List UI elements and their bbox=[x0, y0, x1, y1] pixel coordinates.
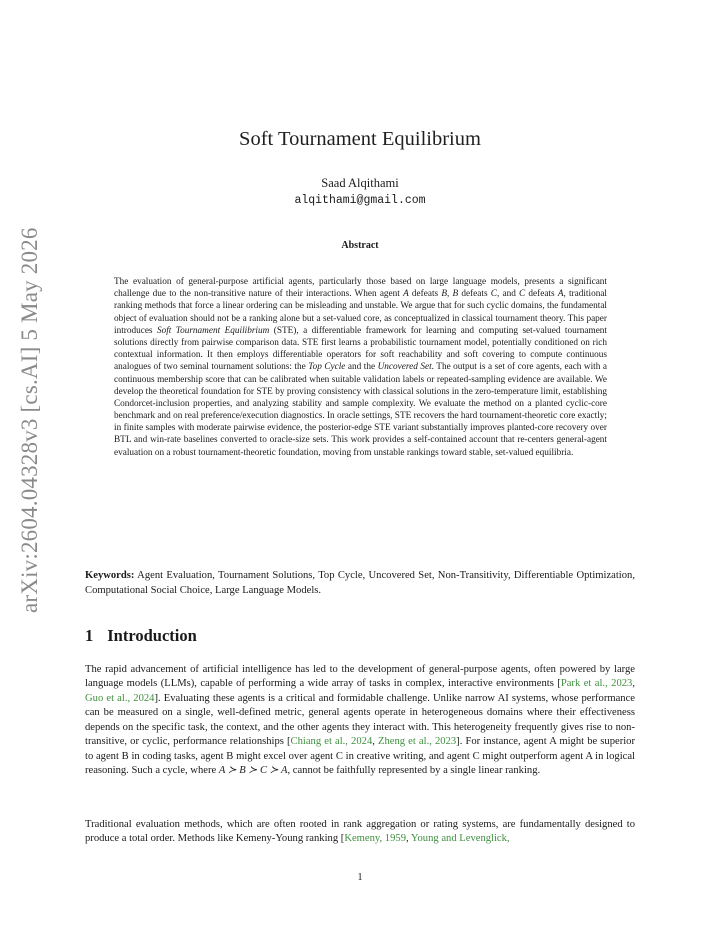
citation-link[interactable]: Park et al., 2023 bbox=[560, 678, 633, 690]
intro-paragraph-1: The rapid advancement of artificial intelligence has led to the development of general-purpose agents, often powered by large language models (LLMs), capable of performing a wide array of tasks in complex, interactive environments [Park et al., 2023, Guo et al., 2024]. Evaluating these agents is a critical and formidable challenge. Unlike narrow AI systems, whose performance can be measured on a single, well-defined metric, general agents operate in heterogeneous domains where their effectiveness depends on the specific task, the context, and the other agents they interact with. This heterogeneity frequently gives rise to non-transitive, or cyclic, performance relationships [Chiang et al., 2024, Zheng et al., 2023]. For instance, agent A might be superior to agent B in coding tasks, agent B might excel over agent C in creative writing, and agent C might outperform agent A in logical reasoning. Such a cycle, where A ≻ B ≻ C ≻ A, cannot be faithfully represented by a single linear ranking. bbox=[85, 664, 636, 777]
abstract-heading: Abstract bbox=[341, 240, 379, 251]
math-cycle: A ≻ B ≻ C ≻ A bbox=[218, 765, 288, 777]
author-email: alqithami@gmail.com bbox=[294, 194, 426, 207]
section-heading-introduction: 1 Introduction bbox=[85, 626, 197, 645]
citation-link[interactable]: Kemeny, 1959 bbox=[344, 833, 406, 845]
author-name: Saad Alqithami bbox=[321, 176, 399, 190]
page-number: 1 bbox=[357, 872, 363, 883]
intro-paragraph-2: Traditional evaluation methods, which are often rooted in rank aggregation or rating systems, are fundamentally designed to produce a total order. Methods like Kemeny-Young ranking [Kemeny, 1959, Young and Levenglick, bbox=[85, 819, 635, 845]
arxiv-identifier: arXiv:2604.04328v3 [cs.AI] 5 May 2026 bbox=[17, 227, 42, 613]
citation-link[interactable]: Chiang et al., 2024 bbox=[290, 736, 373, 748]
citation-link[interactable]: Young and Levenglick, bbox=[410, 833, 510, 845]
paper-title: Soft Tournament Equilibrium bbox=[239, 128, 481, 150]
citation-link[interactable]: Guo et al., 2024 bbox=[85, 692, 155, 704]
abstract-text: The evaluation of general-purpose artificial agents, particularly those based on large language models, presents a significant challenge due to the non-transitive nature of their interactions. When agent A defeats B, B defeats C, and C defeats A, traditional ranking methods that force a linear ordering can be misleading and unstable. We argue that for such cyclic domains, the fundamental object of evaluation should not be a ranking alone but a set-valued core, as conceptualized in classical tournament theory. This paper introduces Soft Tournament Equilibrium (STE), a differentiable framework for learning and computing set-valued tournament solutions directly from pairwise comparison data. STE first learns a probabilistic tournament model, potentially conditioned on rich contextual information. It then employs differentiable operators for soft reachability and soft covering to compute continuous analogues of two seminal tournament solutions: the Top Cycle and the Uncovered Set. The output is a set of core agents, each with a continuous membership score that can be calibrated when suitable validation labels or repeated-sampling evidence are available. We develop the theoretical foundation for STE by proving consistency with classical solutions in the zero-temperature limit, establishing Condorcet-inclusion properties, and analyzing stability and sample complexity. We evaluate the method on a planted cyclic-core benchmark and on real preference/execution diagnostics. In oracle settings, STE recovers the hard tournament-theoretic core exactly; in finite samples with moderate pairwise evidence, the posterior-edge STE variant substantially improves planted-core recovery over BTL and win-rate baselines converted to oracle-size sets. This work provides a self-contained account that re-centers general-agent evaluation on a robust tournament-theoretic foundation, moving from unstable rankings toward stable, set-valued equilibria. bbox=[114, 277, 608, 458]
keywords-label: Keywords: bbox=[85, 570, 135, 581]
keywords: Keywords: Agent Evaluation, Tournament Solutions, Top Cycle, Uncovered Set, Non-Transitivity, Differentiable Optimization, Computational Social Choice, Large Language Models. bbox=[85, 570, 635, 596]
citation-link[interactable]: Zheng et al., 2023 bbox=[378, 736, 457, 748]
